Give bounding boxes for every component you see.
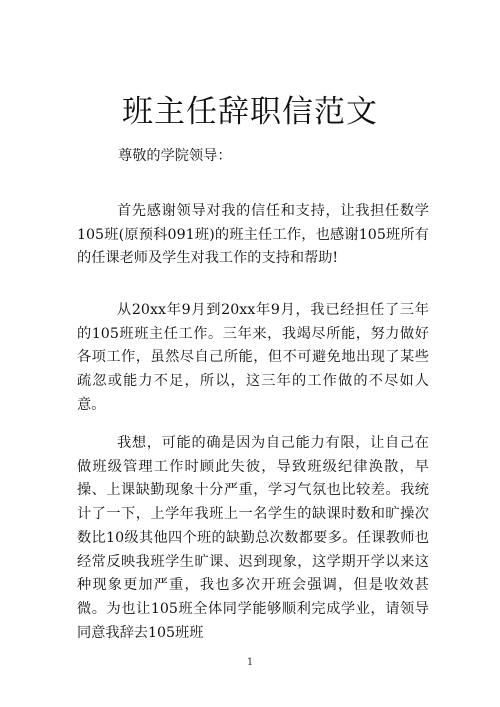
paragraph-thanks: 首先感谢领导对我的信任和支持，让我担任数学105班(原预科091班)的班主任工作，也感谢105班所有的任课老师及学生对我工作的支持和帮助! [77, 203, 429, 267]
salutation: 尊敬的学院领导： [118, 148, 232, 164]
paragraph-reasons: 我想，可能的确是因为自己能力有限，让自己在做班级管理工作时顾此失彼，导致班级纪律涣散，早操、上课缺勤现象十分严重，学习气氛也比较差。我统计了一下，上学年我班上一名学生的缺课时数和旷操次数比10级其他四个班的缺勤总次数都要多。任课教师也经常反映我班学生旷课、迟到现象，这学期开学以来这种现象更加严重，我也多次开班会强调，但是收效甚微。为也让105班全体同学能够顺利完成学业，请领导同意我辞去105班班 [77, 435, 429, 641]
paragraph-tenure: 从20xx年9月到20xx年9月，我已经担任了三年的105班班主任工作。三年来，我竭尽所能，努力做好各项工作，虽然尽自己所能，但不可避免地出现了某些疏忽或能力不足，所以，这三年的工作做的不尽如人意。 [77, 302, 429, 413]
document-title: 班主任辞职信范文 [122, 94, 378, 130]
page-number: 1 [246, 657, 254, 668]
